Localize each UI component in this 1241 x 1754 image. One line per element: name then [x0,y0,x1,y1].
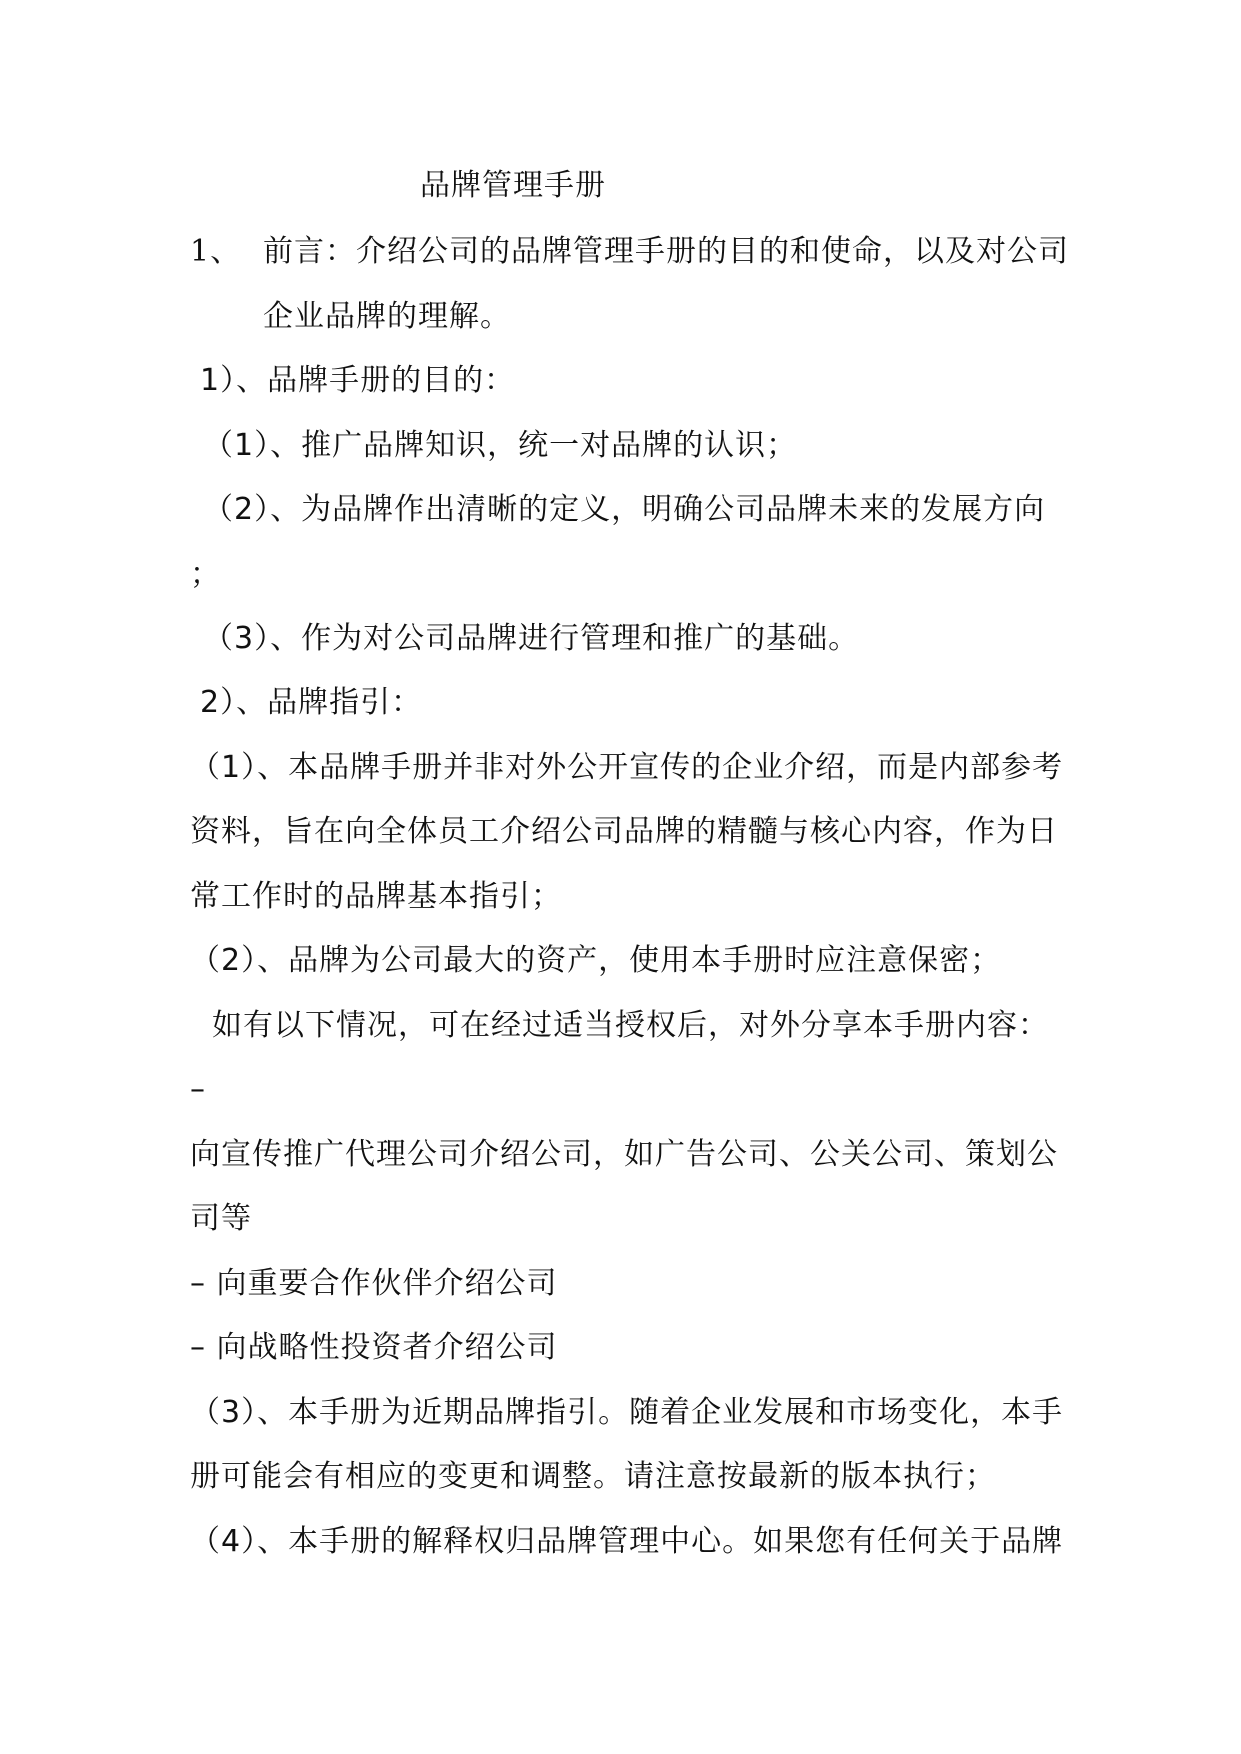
text-line: 企业品牌的理解。 [263,299,511,334]
text-line: （3）、作为对公司品牌进行管理和推广的基础。 [203,621,860,656]
text-line: – [190,1072,206,1107]
text-line: （2）、为品牌作出清晰的定义，明确公司品牌未来的发展方向 [203,492,1046,527]
text-line: ； [190,557,221,592]
text-line: 司等 [190,1201,252,1236]
text-line: 常工作时的品牌基本指引； [190,879,562,914]
text-line: （1）、本品牌手册并非对外公开宣传的企业介绍，而是内部参考 [190,750,1064,785]
section-number: 1、 [190,234,242,269]
text-line: （1）、推广品牌知识，统一对品牌的认识； [203,428,798,463]
text-line: （2）、品牌为公司最大的资产，使用本手册时应注意保密； [190,943,1002,978]
text-line: 册可能会有相应的变更和调整。请注意按最新的版本执行； [190,1459,996,1494]
text-line: 1）、品牌手册的目的： [200,363,516,398]
text-line: 向宣传推广代理公司介绍公司，如广告公司、公关公司、策划公 [190,1137,1058,1172]
text-line: （3）、本手册为近期品牌指引。随着企业发展和市场变化，本手 [190,1395,1064,1430]
text-line: （4）、本手册的解释权归品牌管理中心。如果您有任何关于品牌 [190,1524,1064,1559]
text-line: 资料，旨在向全体员工介绍公司品牌的精髓与核心内容，作为日 [190,814,1058,849]
text-line: – 向重要合作伙伴介绍公司 [190,1266,558,1301]
text-line: 2）、品牌指引： [200,685,423,720]
text-line: – 向战略性投资者介绍公司 [190,1330,558,1365]
text-line: 如有以下情况，可在经过适当授权后，对外分享本手册内容： [212,1008,1049,1043]
text-line: 前言：介绍公司的品牌管理手册的目的和使命，以及对公司 [263,234,1069,269]
document-title: 品牌管理手册 [420,168,606,203]
